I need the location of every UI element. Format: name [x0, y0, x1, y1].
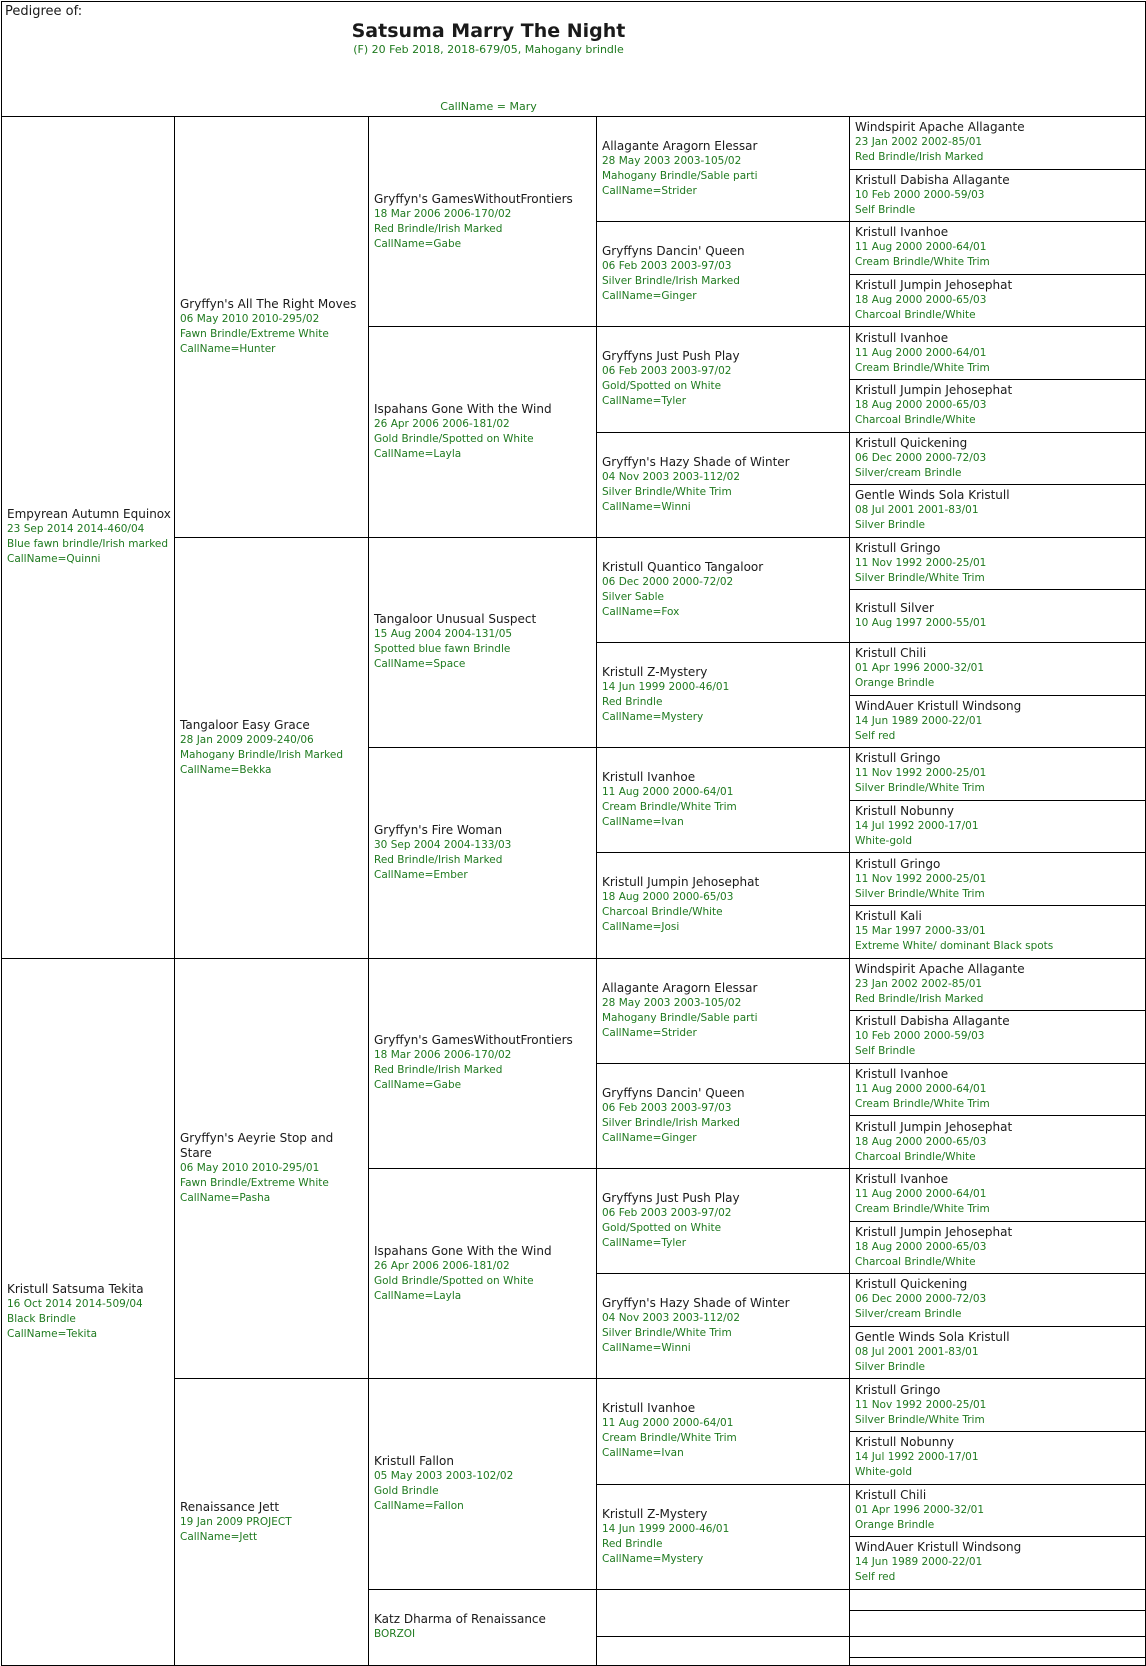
dog-name: Kristull Ivanhoe: [855, 1067, 949, 1082]
gen3-ancestor-7: [368, 1378, 597, 1589]
gen5-ancestor-4: [849, 274, 1146, 328]
dog-detail: BORZOI: [374, 1628, 416, 1641]
dog-detail: Charcoal Brindle/White: [855, 414, 976, 427]
dog-detail: 26 Apr 2006 2006-181/02: [374, 1259, 510, 1272]
dog-detail: CallName=Gabe: [374, 237, 462, 250]
dog-name: Kristull Gringo: [855, 1382, 941, 1397]
gen5-ancestor-30: [849, 1610, 1146, 1637]
dog-detail: 01 Apr 1996 2000-32/01: [855, 662, 985, 675]
dog-detail: 11 Nov 1992 2000-25/01: [855, 767, 987, 780]
dog-detail: 06 May 2010 2010-295/02: [180, 312, 320, 325]
dog-detail: 14 Jun 1989 2000-22/01: [855, 1556, 983, 1569]
gen5-ancestor-6: [849, 379, 1146, 433]
gen3-ancestor-6: [368, 1168, 597, 1379]
dog-detail: 10 Aug 1997 2000-55/01: [855, 617, 987, 630]
dog-detail: Silver Brindle: [855, 519, 925, 532]
dog-detail: 01 Apr 1996 2000-32/01: [855, 1503, 985, 1516]
dog-detail: Silver Brindle/Irish Marked: [602, 275, 740, 288]
dog-detail: 05 May 2003 2003-102/02: [374, 1470, 514, 1483]
dog-detail: CallName=Ember: [374, 868, 468, 881]
dog-detail: Mahogany Brindle/Sable parti: [602, 170, 758, 183]
dog-detail: Silver/cream Brindle: [855, 466, 962, 479]
dog-name: Gryffyn's Hazy Shade of Winter: [602, 1296, 790, 1311]
dog-detail: Black Brindle: [7, 1312, 76, 1325]
dog-name: Kristull Jumpin Jehosephat: [855, 278, 1013, 293]
dog-detail: Gold Brindle/Spotted on White: [374, 1274, 534, 1287]
dog-detail: CallName=Layla: [374, 448, 462, 461]
gen4-ancestor-3: [596, 326, 850, 432]
gen2-grandparent-4: [174, 1378, 369, 1666]
dog-name: Kristull Jumpin Jehosephat: [855, 383, 1013, 398]
dog-detail: 30 Sep 2004 2004-133/03: [374, 838, 512, 851]
gen5-ancestor-18: [849, 1010, 1146, 1064]
dog-callname: CallName = Mary: [440, 100, 537, 113]
gen3-ancestor-1: [368, 116, 597, 327]
dog-detail: Orange Brindle: [855, 677, 935, 690]
dog-detail: CallName=Pasha: [180, 1191, 271, 1204]
gen5-ancestor-12: [849, 695, 1146, 749]
dog-detail: CallName=Quinni: [7, 553, 101, 566]
dog-detail: Silver Brindle/Irish Marked: [602, 1116, 740, 1129]
gen5-ancestor-8: [849, 484, 1146, 538]
dog-detail: CallName=Strider: [602, 185, 697, 198]
dog-detail: Charcoal Brindle/White: [855, 1255, 976, 1268]
gen5-ancestor-7: [849, 432, 1146, 486]
dog-detail: CallName=Josi: [602, 921, 680, 934]
dog-detail: CallName=Tekita: [7, 1327, 98, 1340]
gen5-ancestor-28: [849, 1536, 1146, 1590]
dog-name: Gryffyn's GamesWithoutFrontiers: [374, 1033, 573, 1048]
dog-name: Katz Dharma of Renaissance: [374, 1612, 546, 1627]
dog-name: Gryffyn's GamesWithoutFrontiers: [374, 191, 573, 206]
gen4-ancestor-11: [596, 1168, 850, 1274]
gen5-ancestor-29: [849, 1589, 1146, 1611]
dog-detail: 10 Feb 2000 2000-59/03: [855, 1030, 985, 1043]
dog-name: Kristull Dabisha Allagante: [855, 1014, 1010, 1029]
dog-detail: Self Brindle: [855, 203, 916, 216]
dog-detail: Gold/Spotted on White: [602, 1222, 722, 1235]
dog-detail: Red Brindle/Irish Marked: [374, 1064, 503, 1077]
dog-name: Tangaloor Unusual Suspect: [374, 612, 537, 627]
dog-detail: CallName=Space: [374, 658, 466, 671]
gen5-ancestor-11: [849, 642, 1146, 696]
dog-name: Kristull Kali: [855, 909, 922, 924]
dog-detail: Orange Brindle: [855, 1518, 935, 1531]
gen4-ancestor-13: [596, 1378, 850, 1484]
gen3-ancestor-5: [368, 958, 597, 1169]
dog-detail: 11 Aug 2000 2000-64/01: [602, 1417, 734, 1430]
dog-name: Kristull Quantico Tangaloor: [602, 559, 764, 574]
gen5-ancestor-14: [849, 800, 1146, 854]
dog-detail: 06 Feb 2003 2003-97/02: [602, 365, 732, 378]
dog-detail: CallName=Jett: [180, 1530, 258, 1543]
gen5-ancestor-25: [849, 1378, 1146, 1432]
dog-detail: 06 Feb 2003 2003-97/03: [602, 260, 732, 273]
dog-name: Tangaloor Easy Grace: [180, 717, 310, 732]
dog-detail: 14 Jun 1999 2000-46/01: [602, 1522, 730, 1535]
pedigree-label: Pedigree of:: [5, 4, 83, 19]
dog-details: (F) 20 Feb 2018, 2018-679/05, Mahogany brindle: [353, 43, 624, 56]
dog-detail: Cream Brindle/White Trim: [602, 1432, 737, 1445]
dog-detail: Mahogany Brindle/Irish Marked: [180, 748, 343, 761]
dog-detail: 08 Jul 2001 2001-83/01: [855, 1346, 979, 1359]
dog-detail: Self red: [855, 729, 896, 742]
gen5-ancestor-16: [849, 905, 1146, 959]
dog-detail: Cream Brindle/White Trim: [602, 801, 737, 814]
dog-name: Windspirit Apache Allagante: [855, 961, 1025, 976]
dog-name: Kristull Chili: [855, 1487, 927, 1502]
dog-detail: CallName=Tyler: [602, 395, 687, 408]
gen4-ancestor-5: [596, 537, 850, 643]
gen5-ancestor-10: [849, 589, 1146, 643]
dog-name: Kristull Z-Mystery: [602, 665, 708, 680]
dog-detail: Self Brindle: [855, 1045, 916, 1058]
dog-detail: CallName=Hunter: [180, 342, 276, 355]
dog-detail: Cream Brindle/White Trim: [855, 361, 990, 374]
gen3-ancestor-4: [368, 747, 597, 958]
gen5-ancestor-32: [849, 1657, 1146, 1666]
dog-detail: Charcoal Brindle/White: [602, 906, 723, 919]
dog-detail: Silver Brindle: [855, 1361, 925, 1374]
dog-name: Gryffyn's Hazy Shade of Winter: [602, 454, 790, 469]
dog-name: Allagante Aragorn Elessar: [602, 980, 758, 995]
gen5-ancestor-13: [849, 747, 1146, 801]
dog-detail: Gold/Spotted on White: [602, 380, 722, 393]
dog-detail: Gold Brindle: [374, 1485, 439, 1498]
dog-detail: 06 Feb 2003 2003-97/03: [602, 1101, 732, 1114]
dog-detail: 15 Mar 1997 2000-33/01: [855, 925, 986, 938]
dog-detail: Red Brindle/Irish Marked: [855, 992, 984, 1005]
dog-detail: Self red: [855, 1571, 896, 1584]
dog-name: Kristull Dabisha Allagante: [855, 172, 1010, 187]
dog-detail: 11 Nov 1992 2000-25/01: [855, 1398, 987, 1411]
dog-detail: Silver Brindle/White Trim: [855, 887, 985, 900]
dog-detail: CallName=Tyler: [602, 1237, 687, 1250]
dog-name: Kristull Gringo: [855, 751, 941, 766]
dog-detail: 06 Dec 2000 2000-72/03: [855, 451, 987, 464]
dog-detail: CallName=Fox: [602, 605, 680, 618]
dog-detail: CallName=Ginger: [602, 290, 697, 303]
dog-name: Allagante Aragorn Elessar: [602, 139, 758, 154]
dog-detail: CallName=Ivan: [602, 1447, 684, 1460]
gen5-ancestor-20: [849, 1115, 1146, 1169]
gen5-ancestor-5: [849, 326, 1146, 380]
dog-name: Kristull Gringo: [855, 856, 941, 871]
gen5-ancestor-26: [849, 1431, 1146, 1485]
gen4-ancestor-15: [596, 1589, 850, 1637]
dog-detail: 18 Aug 2000 2000-65/03: [855, 294, 987, 307]
dog-detail: 04 Nov 2003 2003-112/02: [602, 1312, 741, 1325]
dog-detail: CallName=Ivan: [602, 816, 684, 829]
dog-name: Ispahans Gone With the Wind: [374, 402, 552, 417]
gen3-ancestor-3: [368, 537, 597, 748]
gen4-ancestor-2: [596, 221, 850, 327]
dog-detail: Charcoal Brindle/White: [855, 309, 976, 322]
dog-detail: Red Brindle/Irish Marked: [855, 151, 984, 164]
dog-detail: 11 Nov 1992 2000-25/01: [855, 872, 987, 885]
dog-name: Kristull Chili: [855, 646, 927, 661]
dog-detail: 23 Jan 2002 2002-85/01: [855, 136, 983, 149]
dog-name: WindAuer Kristull Windsong: [855, 698, 1022, 713]
dog-name: Gryffyn's Fire Woman: [374, 822, 503, 837]
dog-name: Kristull Ivanhoe: [602, 770, 696, 785]
dog-detail: 23 Sep 2014 2014-460/04: [7, 523, 145, 536]
gen5-ancestor-17: [849, 958, 1146, 1012]
dog-name: Gryffyns Dancin' Queen: [602, 244, 745, 259]
dog-name: Gentle Winds Sola Kristull: [855, 488, 1010, 503]
gen5-ancestor-27: [849, 1484, 1146, 1538]
dog-detail: 11 Aug 2000 2000-64/01: [855, 241, 987, 254]
gen5-ancestor-21: [849, 1168, 1146, 1222]
dog-detail: CallName=Gabe: [374, 1079, 462, 1092]
gen5-ancestor-2: [849, 169, 1146, 223]
gen5-ancestor-3: [849, 221, 1146, 275]
dog-detail: Blue fawn brindle/Irish marked: [7, 538, 169, 551]
dog-name: WindAuer Kristull Windsong: [855, 1540, 1022, 1555]
dog-detail: CallName=Layla: [374, 1289, 462, 1302]
dog-detail: CallName=Winni: [602, 1342, 691, 1355]
dog-detail: Silver/cream Brindle: [855, 1308, 962, 1321]
dog-name: Windspirit Apache Allagante: [855, 120, 1025, 135]
dog-detail: CallName=Bekka: [180, 763, 272, 776]
gen2-grandparent-3: [174, 958, 369, 1380]
gen4-ancestor-7: [596, 747, 850, 853]
dog-detail: 18 Mar 2006 2006-170/02: [374, 207, 512, 220]
gen5-ancestor-19: [849, 1063, 1146, 1117]
dog-detail: Extreme White/ dominant Black spots: [855, 940, 1054, 953]
gen3-ancestor-8: [368, 1589, 597, 1666]
dog-detail: 11 Aug 2000 2000-64/01: [855, 1188, 987, 1201]
dog-detail: Fawn Brindle/Extreme White: [180, 1176, 329, 1189]
dog-detail: Red Brindle/Irish Marked: [374, 222, 503, 235]
dog-detail: 18 Aug 2000 2000-65/03: [602, 891, 734, 904]
dog-detail: 11 Aug 2000 2000-64/01: [855, 346, 987, 359]
dog-detail: Mahogany Brindle/Sable parti: [602, 1011, 758, 1024]
dog-detail: 10 Feb 2000 2000-59/03: [855, 188, 985, 201]
gen4-ancestor-12: [596, 1273, 850, 1379]
dog-detail: 06 Dec 2000 2000-72/03: [855, 1293, 987, 1306]
gen4-ancestor-16: [596, 1636, 850, 1666]
dog-detail: 06 May 2010 2010-295/01: [180, 1161, 320, 1174]
dog-detail: 14 Jun 1999 2000-46/01: [602, 681, 730, 694]
dog-detail: CallName=Fallon: [374, 1500, 464, 1513]
dog-detail: 11 Aug 2000 2000-64/01: [602, 786, 734, 799]
dog-detail: Charcoal Brindle/White: [855, 1150, 976, 1163]
dog-detail: Spotted blue fawn Brindle: [374, 643, 511, 656]
dog-detail: 18 Aug 2000 2000-65/03: [855, 1240, 987, 1253]
dog-detail: 14 Jul 1992 2000-17/01: [855, 1451, 979, 1464]
gen5-ancestor-22: [849, 1221, 1146, 1275]
dog-detail: 14 Jul 1992 2000-17/01: [855, 820, 979, 833]
gen1-parent-1: [1, 116, 175, 959]
dog-name: Kristull Satsuma Tekita: [7, 1281, 144, 1296]
dog-name: Kristull Nobunny: [855, 804, 955, 819]
dog-detail: 18 Aug 2000 2000-65/03: [855, 399, 987, 412]
gen5-ancestor-31: [849, 1636, 1146, 1658]
dog-name: Renaissance Jett: [180, 1499, 280, 1514]
gen5-ancestor-1: [849, 116, 1146, 170]
dog-detail: 28 Jan 2009 2009-240/06: [180, 733, 314, 746]
dog-name: Kristull Quickening: [855, 435, 968, 450]
gen4-ancestor-14: [596, 1484, 850, 1590]
dog-name: Kristull Ivanhoe: [855, 1172, 949, 1187]
gen5-ancestor-9: [849, 537, 1146, 591]
dog-name: Kristull Ivanhoe: [602, 1401, 696, 1416]
dog-detail: White-gold: [855, 835, 912, 848]
dog-detail: Silver Brindle/White Trim: [855, 1413, 985, 1426]
dog-detail: CallName=Mystery: [602, 1552, 704, 1565]
dog-name: Kristull Ivanhoe: [855, 330, 949, 345]
dog-detail: 18 Aug 2000 2000-65/03: [855, 1135, 987, 1148]
dog-detail: Cream Brindle/White Trim: [855, 1203, 990, 1216]
gen5-ancestor-23: [849, 1273, 1146, 1327]
dog-name: Kristull Jumpin Jehosephat: [855, 1119, 1013, 1134]
gen2-grandparent-1: [174, 116, 369, 538]
dog-detail: 14 Jun 1989 2000-22/01: [855, 714, 983, 727]
dog-detail: 19 Jan 2009 PROJECT: [180, 1515, 292, 1528]
gen1-parent-2: [1, 958, 175, 1666]
dog-name: Gryffyn's Aeyrie Stop and Stare: [180, 1130, 334, 1160]
dog-name: Gentle Winds Sola Kristull: [855, 1330, 1010, 1345]
dog-detail: CallName=Winni: [602, 500, 691, 513]
dog-detail: CallName=Mystery: [602, 711, 704, 724]
gen4-ancestor-1: [596, 116, 850, 222]
gen2-grandparent-2: [174, 537, 369, 959]
dog-detail: 08 Jul 2001 2001-83/01: [855, 504, 979, 517]
dog-name: Empyrean Autumn Equinox: [7, 507, 171, 522]
dog-name: Kristull Nobunny: [855, 1435, 955, 1450]
dog-detail: Fawn Brindle/Extreme White: [180, 327, 329, 340]
gen4-ancestor-6: [596, 642, 850, 748]
dog-name: Kristull Silver: [855, 601, 934, 616]
dog-detail: CallName=Ginger: [602, 1131, 697, 1144]
dog-name: Kristull Ivanhoe: [855, 225, 949, 240]
dog-detail: Silver Brindle/White Trim: [855, 572, 985, 585]
dog-name: Gryffyns Dancin' Queen: [602, 1085, 745, 1100]
dog-detail: Red Brindle/Irish Marked: [374, 853, 503, 866]
dog-detail: White-gold: [855, 1466, 912, 1479]
dog-name: Gryffyns Just Push Play: [602, 349, 740, 364]
dog-name: Kristull Z-Mystery: [602, 1506, 708, 1521]
dog-detail: Silver Brindle/White Trim: [602, 485, 732, 498]
dog-detail: Red Brindle: [602, 1537, 663, 1550]
dog-name: Kristull Gringo: [855, 541, 941, 556]
gen4-ancestor-4: [596, 432, 850, 538]
dog-detail: 23 Jan 2002 2002-85/01: [855, 977, 983, 990]
dog-detail: CallName=Strider: [602, 1026, 697, 1039]
dog-name: Kristull Jumpin Jehosephat: [602, 875, 760, 890]
dog-detail: Gold Brindle/Spotted on White: [374, 433, 534, 446]
dog-name: Gryffyn's All The Right Moves: [180, 296, 357, 311]
dog-detail: 28 May 2003 2003-105/02: [602, 996, 742, 1009]
dog-detail: Silver Sable: [602, 590, 664, 603]
gen4-ancestor-9: [596, 958, 850, 1064]
dog-detail: Cream Brindle/White Trim: [855, 1098, 990, 1111]
dog-name: Ispahans Gone With the Wind: [374, 1243, 552, 1258]
dog-name: Kristull Quickening: [855, 1277, 968, 1292]
dog-detail: 15 Aug 2004 2004-131/05: [374, 628, 513, 641]
dog-detail: Silver Brindle/White Trim: [855, 782, 985, 795]
dog-name: Kristull Fallon: [374, 1454, 454, 1469]
dog-detail: Cream Brindle/White Trim: [855, 256, 990, 269]
gen4-ancestor-8: [596, 852, 850, 958]
dog-detail: 06 Dec 2000 2000-72/02: [602, 575, 734, 588]
dog-detail: 16 Oct 2014 2014-509/04: [7, 1297, 143, 1310]
gen4-ancestor-10: [596, 1063, 850, 1169]
dog-detail: 18 Mar 2006 2006-170/02: [374, 1049, 512, 1062]
dog-detail: Silver Brindle/White Trim: [602, 1327, 732, 1340]
gen5-ancestor-15: [849, 852, 1146, 906]
dog-detail: 11 Aug 2000 2000-64/01: [855, 1083, 987, 1096]
dog-detail: 28 May 2003 2003-105/02: [602, 155, 742, 168]
gen3-ancestor-2: [368, 326, 597, 537]
gen5-ancestor-24: [849, 1326, 1146, 1380]
dog-detail: 06 Feb 2003 2003-97/02: [602, 1207, 732, 1220]
dog-detail: 04 Nov 2003 2003-112/02: [602, 470, 741, 483]
dog-name: Gryffyns Just Push Play: [602, 1191, 740, 1206]
dog-detail: 26 Apr 2006 2006-181/02: [374, 418, 510, 431]
dog-title: Satsuma Marry The Night: [351, 20, 626, 42]
dog-name: Kristull Jumpin Jehosephat: [855, 1224, 1013, 1239]
dog-detail: 11 Nov 1992 2000-25/01: [855, 557, 987, 570]
dog-detail: Red Brindle: [602, 696, 663, 709]
